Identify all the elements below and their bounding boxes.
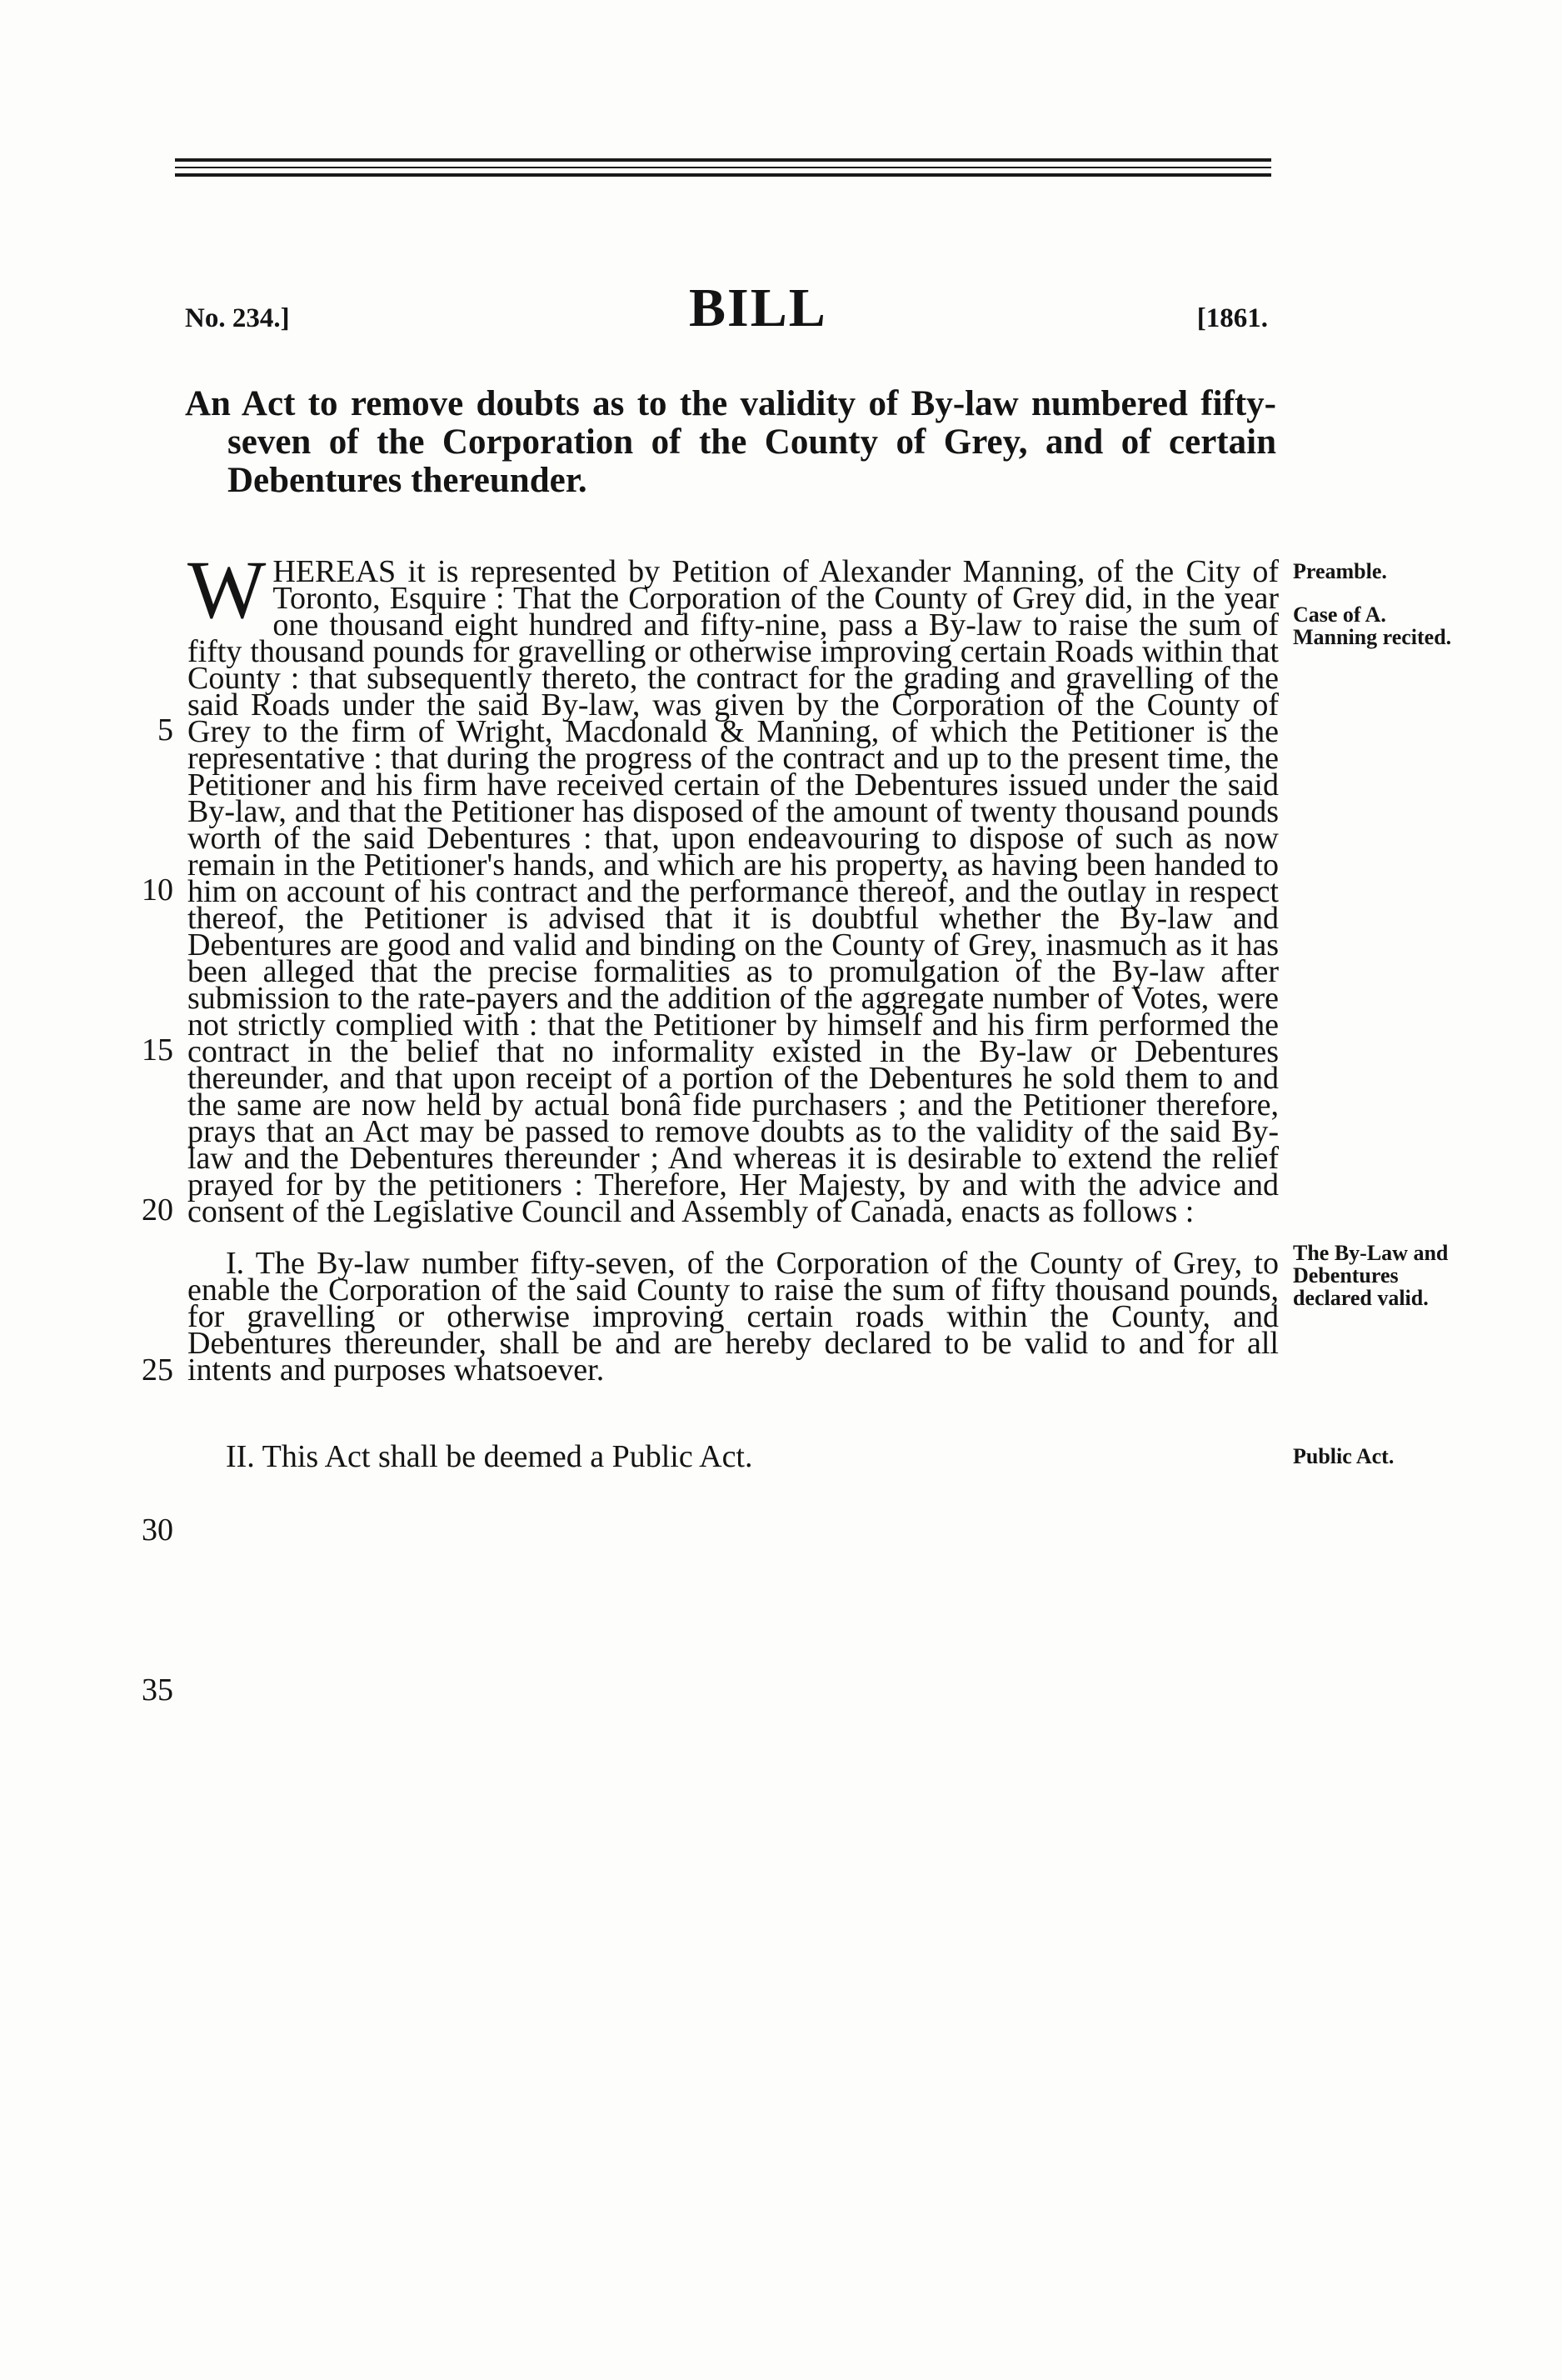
- line-number-35: 35: [142, 1672, 173, 1708]
- line-number-5: 5: [157, 712, 173, 748]
- marginal-note-preamble: Preamble.: [1293, 559, 1387, 583]
- bill-heading: BILL: [689, 278, 827, 338]
- header-rule-bottom: [175, 173, 1271, 177]
- preamble-dropcap: W: [187, 543, 267, 636]
- marginal-note-case: Case of A. Manning recited.: [1293, 602, 1452, 649]
- header-rule-top: [175, 158, 1271, 162]
- line-number-15: 15: [142, 1032, 173, 1068]
- section-two: [187, 1439, 1279, 1474]
- line-number-30: 30: [142, 1512, 173, 1548]
- bill-header: [185, 277, 1268, 352]
- marginal-note-public-act: Public Act.: [1293, 1444, 1395, 1468]
- act-title-block: [185, 385, 1276, 500]
- line-number-10: 10: [142, 872, 173, 908]
- preamble-body: HEREAS it is represented by Petition of Alexander Manning, of the City of Toronto, Esquire : That the Corporation of the County of Grey did, in the year one thousand eight hundred and fifty-nine, pass a By-law to raise the sum of fifty thousand pounds for gravelling or otherwise improving certain Roads within that County : that subsequently thereto, the contract for the grading and gravelling of the said Roads under the said By-law, was given by the Corporation of the County of Grey to the firm of Wright, Macdonald & Manning, of which the Petitioner is the representative : that during the progress of the contract and up to the present time, the Petitioner and his firm have received certain of the Debentures issued under the said By-law, and that the Petitioner has disposed of the amount of twenty thousand pounds worth of the said Debentures : that, upon endeavouring to dispose of such as now remain in the Petitioner's hands, and which are his property, as having been handed to him on account of his contract and the performance thereof, and the outlay in respect thereof, the Petitioner is advised that it is doubtful whether the By-law and Debentures are good and valid and binding on the County of Grey, inasmuch as it has been alleged that the precise formalities as to promulgation of the By-law after submission to the rate-payers and the addition of the aggregate number of Votes, were not strictly complied with : that the Petitioner by himself and his firm performed the contract in the belief that no informality existed in the By-law or Debentures thereunder, and that upon receipt of a portion of the Debentures he sold them to and the same are now held by actual bonâ fide purchasers ; and the Petitioner therefore, prays that an Act may be passed to remove doubts as to the validity of the said By-law and the Debentures thereunder ; And whereas it is desirable to extend the relief prayed for by the petitioners : Therefore, Her Majesty, by and with the advice and consent of the Legislative Council and Assembly of Canada, enacts as follows :: [187, 554, 1279, 1229]
- marginal-note-bylaw: The By-Law and Debentures declared valid.: [1293, 1241, 1449, 1310]
- header-rule-middle: [175, 167, 1271, 168]
- section-one-text: I. The By-law number fifty-seven, of the Corporation of the County of Grey, to enable the Corporation of the said County to raise the sum of fifty thousand pounds, for gravelling or otherwise improving certain roads within the County, and Debentures thereunder, shall be and are hereby declared to be valid to and for all intents and purposes whatsoever.: [187, 1246, 1279, 1388]
- bill-number: No. 234.]: [185, 303, 290, 333]
- line-number-25: 25: [142, 1352, 173, 1388]
- line-number-20: 20: [142, 1192, 173, 1228]
- preamble-paragraph: [187, 543, 1279, 1229]
- act-title: An Act to remove doubts as to the validity of By-law numbered fifty-seven of the Corporation of the County of Grey, and of certain Debentures thereunder.: [185, 384, 1276, 500]
- section-two-text: II. This Act shall be deemed a Public Act.: [226, 1439, 753, 1474]
- bill-year: [1861.: [1196, 303, 1268, 333]
- section-one: [187, 1246, 1279, 1388]
